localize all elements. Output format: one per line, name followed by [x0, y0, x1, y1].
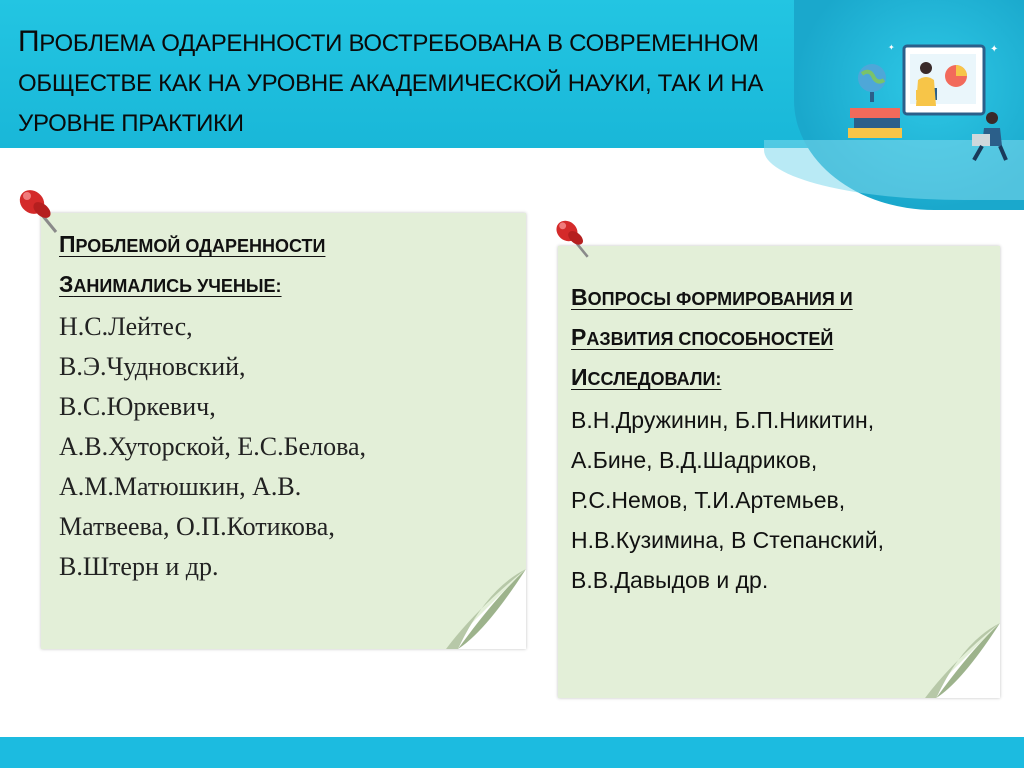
left-note-heading-line2: ЗАНИМАЛИСЬ УЧЕНЫЕ: — [59, 271, 282, 297]
list-item: В.Э.Чудновский, — [59, 352, 246, 381]
page-curl — [446, 569, 526, 649]
list-item: Матвеева, О.П.Котикова, — [59, 512, 335, 541]
list-item: Р.С.Немов, Т.И.Артемьев, — [571, 487, 846, 513]
slide-title: ПРОБЛЕМА ОДАРЕННОСТИ ВОСТРЕБОВАНА В СОВРЕМЕННОМ ОБЩЕСТВЕ КАК НА УРОВНЕ АКАДЕМИЧЕСКОЙ НАУКИ, ТАК И НА УРОВНЕ ПРАКТИКИ — [18, 25, 764, 137]
list-item: В.С.Юркевич, — [59, 392, 216, 421]
left-note-heading-line1: ПРОБЛЕМОЙ ОДАРЕННОСТИ — [59, 231, 326, 257]
pushpin-icon — [10, 180, 68, 238]
right-researchers-list — [571, 400, 996, 600]
list-item: А.М.Матюшкин, А.В. — [59, 472, 302, 501]
list-item: Н.В.Кузимина, В Степанский, — [571, 527, 884, 553]
list-item: В.Штерн и др. — [59, 552, 219, 581]
right-sticky-note — [558, 246, 1000, 698]
list-item: В.Н.Дружинин, Б.П.Никитин, — [571, 407, 875, 433]
svg-text:✦: ✦ — [888, 43, 895, 52]
right-note-heading-line1: ВОПРОСЫ ФОРМИРОВАНИЯ И — [571, 284, 853, 310]
right-note-heading-line2: РАЗВИТИЯ СПОСОБНОСТЕЙ — [571, 324, 834, 350]
left-sticky-note — [41, 213, 526, 649]
pushpin-icon — [548, 212, 598, 262]
left-scientists-list — [59, 307, 499, 587]
education-illustration — [844, 38, 1014, 168]
footer-band — [0, 737, 1024, 768]
page-curl — [925, 623, 1000, 698]
svg-text:✦: ✦ — [990, 44, 999, 55]
list-item: А.Бине, В.Д.Шадриков, — [571, 447, 818, 473]
list-item: В.В.Давыдов и др. — [571, 567, 769, 593]
list-item: А.В.Хуторской, Е.С.Белова, — [59, 432, 367, 461]
list-item: Н.С.Лейтес, — [59, 312, 193, 341]
right-note-heading-line3: ИССЛЕДОВАЛИ: — [571, 364, 722, 390]
